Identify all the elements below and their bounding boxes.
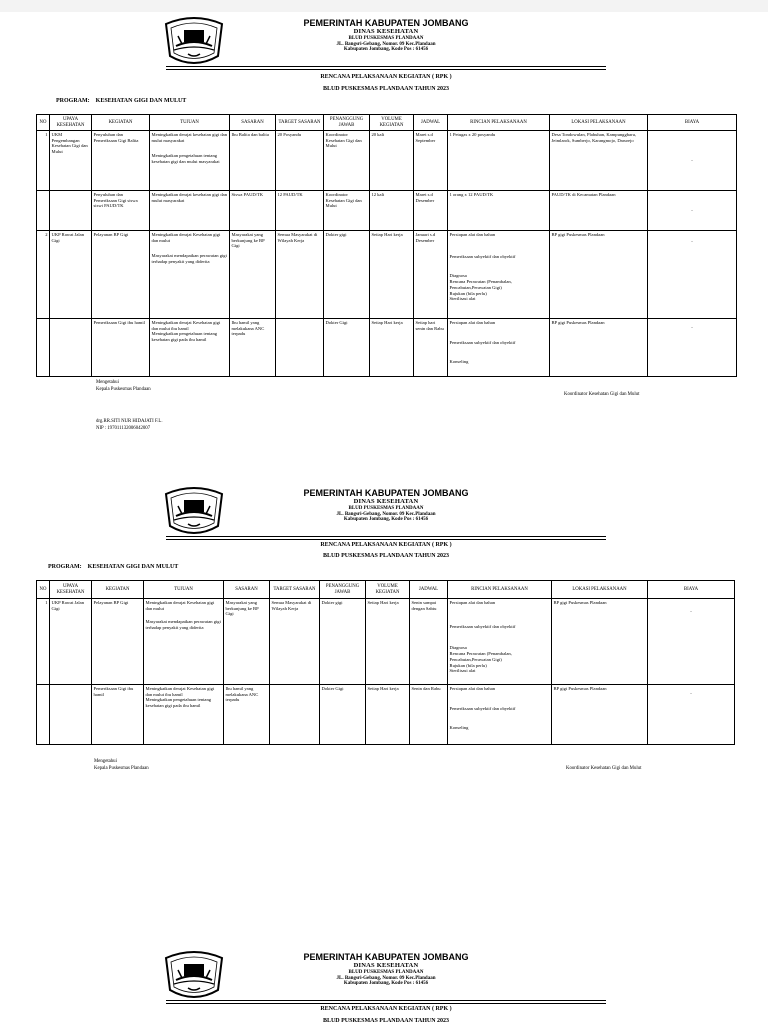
document-subtitle: BLUD PUSKESMAS PLANDAAN TAHUN 2023 — [322, 86, 450, 92]
cell-kegiatan: Pemeriksaan Gigi ibu hamil — [92, 319, 150, 377]
cell-volume: Setiap Hari kerja — [366, 599, 410, 685]
cell-tujuan: Meningkatkan derajat kesehatan gigi dan mulut masyarakat — [150, 191, 230, 231]
col-header: LOKASI PELAKSANAAN — [550, 115, 648, 131]
viewer-top-strip — [0, 0, 768, 12]
col-header: VOLUME KEGIATAN — [370, 115, 414, 131]
cell-target — [276, 319, 324, 377]
document-title: RENCANA PELAKSANAAN KEGIATAN ( RPK ) — [320, 1006, 452, 1012]
program-value: KESEHATAN GIGI DAN MULUT — [95, 98, 187, 104]
tujuan-a: Meningkatkan derajat Kesehatan gigi dan mulut — [151, 232, 221, 243]
cell-lokasi: PAUD/TK di Kecamatan Plandaan — [550, 191, 648, 231]
rincian-a: Persiapan alat dan bahan — [449, 686, 496, 691]
rincian-b: Pemeriksaan subyektif dan obyektif — [449, 253, 516, 259]
cell-upaya — [50, 685, 92, 745]
rincian-b: Pemeriksaan subyektif dan obyektif — [449, 705, 516, 711]
cell-pj: Koordinator Kesehatan Gigi dan Mulut — [324, 191, 370, 231]
rincian-a: Persiapan alat dan bahan — [449, 232, 496, 237]
document-title: RENCANA PELAKSANAAN KEGIATAN ( RPK ) — [320, 542, 452, 548]
tujuan-b: Masyarakat mendapatkan perawatan gigi terhadap penyakit yang diderita — [145, 619, 221, 631]
cell-jadwal: Setiap hari senin dan Rabu — [414, 319, 448, 377]
cell-lokasi: Desa Tondowulan, Plabuhan, Kampunggbaru, Jeimlarok, Sumberjo, Karangmojo, Darurejo — [550, 131, 648, 191]
cell-rincian: 1 Petugas x 20 posyandu — [448, 131, 550, 191]
cell-upaya — [50, 191, 92, 231]
program-line — [48, 564, 178, 570]
cell-lokasi: BP gigi Puskesmas Plandaan — [552, 685, 648, 745]
col-header: RINCIAN PELAKSANAAN — [448, 581, 552, 599]
tujuan-b: Meningkatkan pengetahuan tentang kesehatan gigi dan mulut masyarakat — [151, 153, 220, 165]
cell-lokasi: BP gigi Puskesmas Plandaan — [550, 319, 648, 377]
program-label: PROGRAM: — [56, 98, 90, 104]
col-header: UPAYA KESEHATAN — [50, 115, 92, 131]
cell-rincian — [448, 685, 552, 745]
cell-biaya: - — [648, 191, 737, 231]
table-header-row — [37, 115, 737, 131]
jombang-emblem-icon — [162, 16, 226, 68]
tujuan-b: Meningkatkan pengetahuan tentang kesehatan gigi pada ibu hamil — [145, 697, 212, 709]
document-subtitle: BLUD PUSKESMAS PLANDAAN TAHUN 2023 — [322, 553, 450, 559]
cell-pj: Dokter gigi — [320, 599, 366, 685]
cell-target: 12 PAUD/TK — [276, 191, 324, 231]
cell-rincian: 1 orang x 12 PAUD/TK — [448, 191, 550, 231]
cell-lokasi: BP gigi Puskesmas Plandaan — [552, 599, 648, 685]
cell-volume: 12 kali — [370, 191, 414, 231]
cell-target: 20 Posyandu — [276, 131, 324, 191]
cell-volume: Setiap Hari kerja — [370, 319, 414, 377]
cell-upaya: UKP Rawat Jalan Gigi — [50, 599, 92, 685]
cell-pj: Koordinator Kesehatan Gigi dan Mulut — [324, 131, 370, 191]
sign-name: drg.RR.SITI NUR HIDAJATI F.L. — [96, 419, 163, 425]
unit-name: BLUD PUSKESMAS PLANDAAN — [348, 505, 424, 511]
cell-kegiatan: Penyuluhan dan Pemeriksaan Gigi Balita — [92, 131, 150, 191]
table-row — [37, 685, 735, 745]
cell-rincian — [448, 231, 550, 319]
col-header: JADWAL — [414, 115, 448, 131]
rincian-c: Konseling — [449, 725, 469, 731]
letterhead — [36, 14, 736, 78]
cell-target: Semua Masyarakat di Wilayah Kerja — [276, 231, 324, 319]
cell-upaya: UKP Rawat Jalan Gigi — [50, 231, 92, 319]
tujuan-a: Meningkatkan derajat kesehatan gigi dan mulut masyarakat — [151, 132, 228, 143]
signature-left — [94, 759, 149, 772]
jombang-emblem-icon — [162, 486, 226, 538]
cell-no: 1 — [37, 599, 50, 685]
signature-right: Koordinator Kesehatan Gigi dan Mulut — [564, 392, 640, 397]
unit-name: BLUD PUSKESMAS PLANDAAN — [348, 969, 424, 975]
cell-biaya: - — [648, 131, 737, 191]
letterhead-text — [256, 952, 516, 987]
table-header-row — [37, 581, 735, 599]
document-title: RENCANA PELAKSANAAN KEGIATAN ( RPK ) — [320, 74, 452, 80]
cell-upaya — [50, 319, 92, 377]
cell-no — [37, 319, 50, 377]
rincian-b: Pemeriksaan subyektif dan obyektif — [449, 339, 516, 345]
cell-kegiatan: Pemeriksaan Gigi ibu hamil — [92, 685, 144, 745]
cell-pj: Dokter Gigi — [324, 319, 370, 377]
col-header: BIAYA — [648, 581, 735, 599]
letterhead — [36, 948, 736, 1012]
letterhead-rule — [166, 1000, 606, 1004]
tujuan-a: Meningkatkan derajat Kesehatan gigi dan mulut — [145, 600, 215, 611]
rpk-table — [36, 114, 737, 377]
signature-right: Koordinator Kesehatan Gigi dan Mulut — [566, 766, 642, 771]
col-header: SASARAN — [224, 581, 270, 599]
postal: Kabupaten Jombang, Kode Pos : 61456 — [343, 47, 429, 53]
cell-pj: Dokter Gigi — [320, 685, 366, 745]
cell-biaya: - — [648, 685, 735, 745]
col-header: RINCIAN PELAKSANAAN — [448, 115, 550, 131]
table-row — [37, 131, 737, 191]
cell-no — [37, 191, 50, 231]
address: JL. Bangsri-Gebang, Nomor. 09 Kec.Plandaan — [336, 41, 436, 47]
postal: Kabupaten Jombang, Kode Pos : 61456 — [343, 517, 429, 523]
col-header: TARGET SASARAN — [270, 581, 320, 599]
cell-upaya: UKM Pengembangan Kesehatan Gigi dan Mulut — [50, 131, 92, 191]
cell-volume: Setiap Hari kerja — [370, 231, 414, 319]
rincian-b: Pemeriksaan subyektif dan obyektif — [449, 623, 516, 629]
col-header: SASARAN — [230, 115, 276, 131]
agency-name: DINAS KESEHATAN — [353, 28, 419, 36]
jombang-emblem-icon — [162, 950, 226, 1002]
col-header: KEGIATAN — [92, 115, 150, 131]
cell-tujuan — [144, 599, 224, 685]
cell-sasaran: Masyarakat yang berkunjung ke BP Gigi — [230, 231, 276, 319]
col-header: JADWAL — [410, 581, 448, 599]
cell-biaya: - — [648, 599, 735, 685]
table-row — [37, 599, 735, 685]
cell-tujuan — [150, 231, 230, 319]
col-header: KEGIATAN — [92, 581, 144, 599]
cell-no: 1 — [37, 131, 50, 191]
tujuan-b: Meningkatkan pengetahuan tentang kesehatan gigi pada ibu hamil — [151, 331, 218, 343]
cell-rincian — [448, 319, 550, 377]
col-header: PENANGGUNG JAWAB — [320, 581, 366, 599]
cell-jadwal: Januari s.d Desember — [414, 231, 448, 319]
cell-target — [270, 685, 320, 745]
col-header: LOKASI PELAKSANAAN — [552, 581, 648, 599]
tujuan-b: Masyarakat mendapatkan perawatan gigi terhadap penyakit yang diderita — [151, 253, 227, 265]
cell-kegiatan: Pelayanan BP Gigi — [92, 599, 144, 685]
cell-sasaran: Ibu hamil yang melakukana ANC terpadu — [230, 319, 276, 377]
tujuan-a: Meningkatkan derajat Kesehatan gigi dan mulut ibu hamil — [145, 686, 215, 697]
col-header: NO — [37, 581, 50, 599]
cell-tujuan — [150, 131, 230, 191]
gov-name: PEMERINTAH KABUPATEN JOMBANG — [303, 488, 469, 498]
address: JL. Bangsri-Gebang, Nomor. 09 Kec.Plandaan — [336, 511, 436, 517]
cell-no — [37, 685, 50, 745]
cell-jadwal: Senin sampai dengan Sabtu — [410, 599, 448, 685]
cell-jadwal: Senin dan Rabu — [410, 685, 448, 745]
agency-name: DINAS KESEHATAN — [353, 962, 419, 970]
table-row — [37, 231, 737, 319]
cell-volume: Setiap Hari kerja — [366, 685, 410, 745]
sign-known: Mengetahui — [94, 759, 117, 764]
gov-name: PEMERINTAH KABUPATEN JOMBANG — [303, 18, 469, 28]
letterhead — [36, 484, 736, 548]
cell-target: Semua Masyarakat di Wilayah Kerja — [270, 599, 320, 685]
sign-nip: NIP : 197011132006042007 — [96, 426, 151, 432]
cell-sasaran: Ibu Balita dan balita — [230, 131, 276, 191]
tujuan-a: Meningkatkan derajat Kesehatan gigi dan mulut ibu hamil — [151, 320, 221, 331]
letterhead-text — [256, 488, 516, 523]
sign-title: Kepala Puskesmas Plandaan — [96, 386, 151, 392]
cell-sasaran: Siswa PAUD/TK — [230, 191, 276, 231]
col-header: VOLUME KEGIATAN — [366, 581, 410, 599]
col-header: TARGET SASARAN — [276, 115, 324, 131]
cell-biaya: - — [648, 231, 737, 319]
cell-biaya: - — [648, 319, 737, 377]
cell-jadwal: Maret s.d Desember — [414, 191, 448, 231]
cell-rincian — [448, 599, 552, 685]
rincian-a: Persiapan alat dan bahan — [449, 600, 496, 605]
col-header: TUJUAN — [144, 581, 224, 599]
cell-volume: 20 kali — [370, 131, 414, 191]
signature-left — [96, 380, 163, 433]
col-header: NO — [37, 115, 50, 131]
rpk-table — [36, 580, 735, 745]
cell-pj: Dokter gigi — [324, 231, 370, 319]
cell-jadwal: Maret s.d September — [414, 131, 448, 191]
rincian-a: Persiapan alat dan bahan — [449, 320, 496, 325]
col-header: PENANGGUNG JAWAB — [324, 115, 370, 131]
col-header: BIAYA — [648, 115, 737, 131]
table-row — [37, 319, 737, 377]
unit-name: BLUD PUSKESMAS PLANDAAN — [348, 35, 424, 41]
letterhead-rule — [166, 66, 606, 70]
cell-no: 2 — [37, 231, 50, 319]
cell-tujuan — [144, 685, 224, 745]
gov-name: PEMERINTAH KABUPATEN JOMBANG — [303, 952, 469, 962]
cell-kegiatan: Pelayanan BP Gigi — [92, 231, 150, 319]
cell-tujuan — [150, 319, 230, 377]
postal: Kabupaten Jombang, Kode Pos : 61456 — [343, 981, 429, 987]
address: JL. Bangsri-Gebang, Nomor. 09 Kec.Plandaan — [336, 975, 436, 981]
col-header: TUJUAN — [150, 115, 230, 131]
letterhead-rule — [166, 536, 606, 540]
rincian-c: Diagnosa Rencana Perawatan (Penambalan, Pencabutan,Perawatan Gigi) Rujukan (bila perlu) Sterilisasi alat — [449, 273, 512, 302]
rincian-c: Konseling — [449, 359, 469, 365]
cell-sasaran: Ibu hamil yang melakukana ANC terpadu — [224, 685, 270, 745]
table-row — [37, 191, 737, 231]
cell-kegiatan: Penyuluhan dan Pemeriksaan Gigi siswa siswi PAUD/TK — [92, 191, 150, 231]
agency-name: DINAS KESEHATAN — [353, 498, 419, 506]
program-line — [56, 98, 186, 104]
letterhead-text — [256, 18, 516, 53]
program-label: PROGRAM: — [48, 564, 82, 570]
document-subtitle: BLUD PUSKESMAS PLANDAAN TAHUN 2023 — [322, 1018, 450, 1024]
cell-sasaran: Masyarakat yang berkunjung ke BP Gigi — [224, 599, 270, 685]
col-header: UPAYA KESEHATAN — [50, 581, 92, 599]
rincian-c: Diagnosa Rencana Perawatan (Penambalan, Pencabutan,Perawatan Gigi) Rujukan (bila perlu) Sterilisasi alat — [449, 645, 512, 674]
sign-title: Kepala Puskesmas Plandaan — [94, 765, 149, 771]
sign-known: Mengetahui — [96, 380, 119, 385]
program-value: KESEHATAN GIGI DAN MULUT — [87, 564, 179, 570]
cell-lokasi: BP gigi Puskesmas Plandaan — [550, 231, 648, 319]
